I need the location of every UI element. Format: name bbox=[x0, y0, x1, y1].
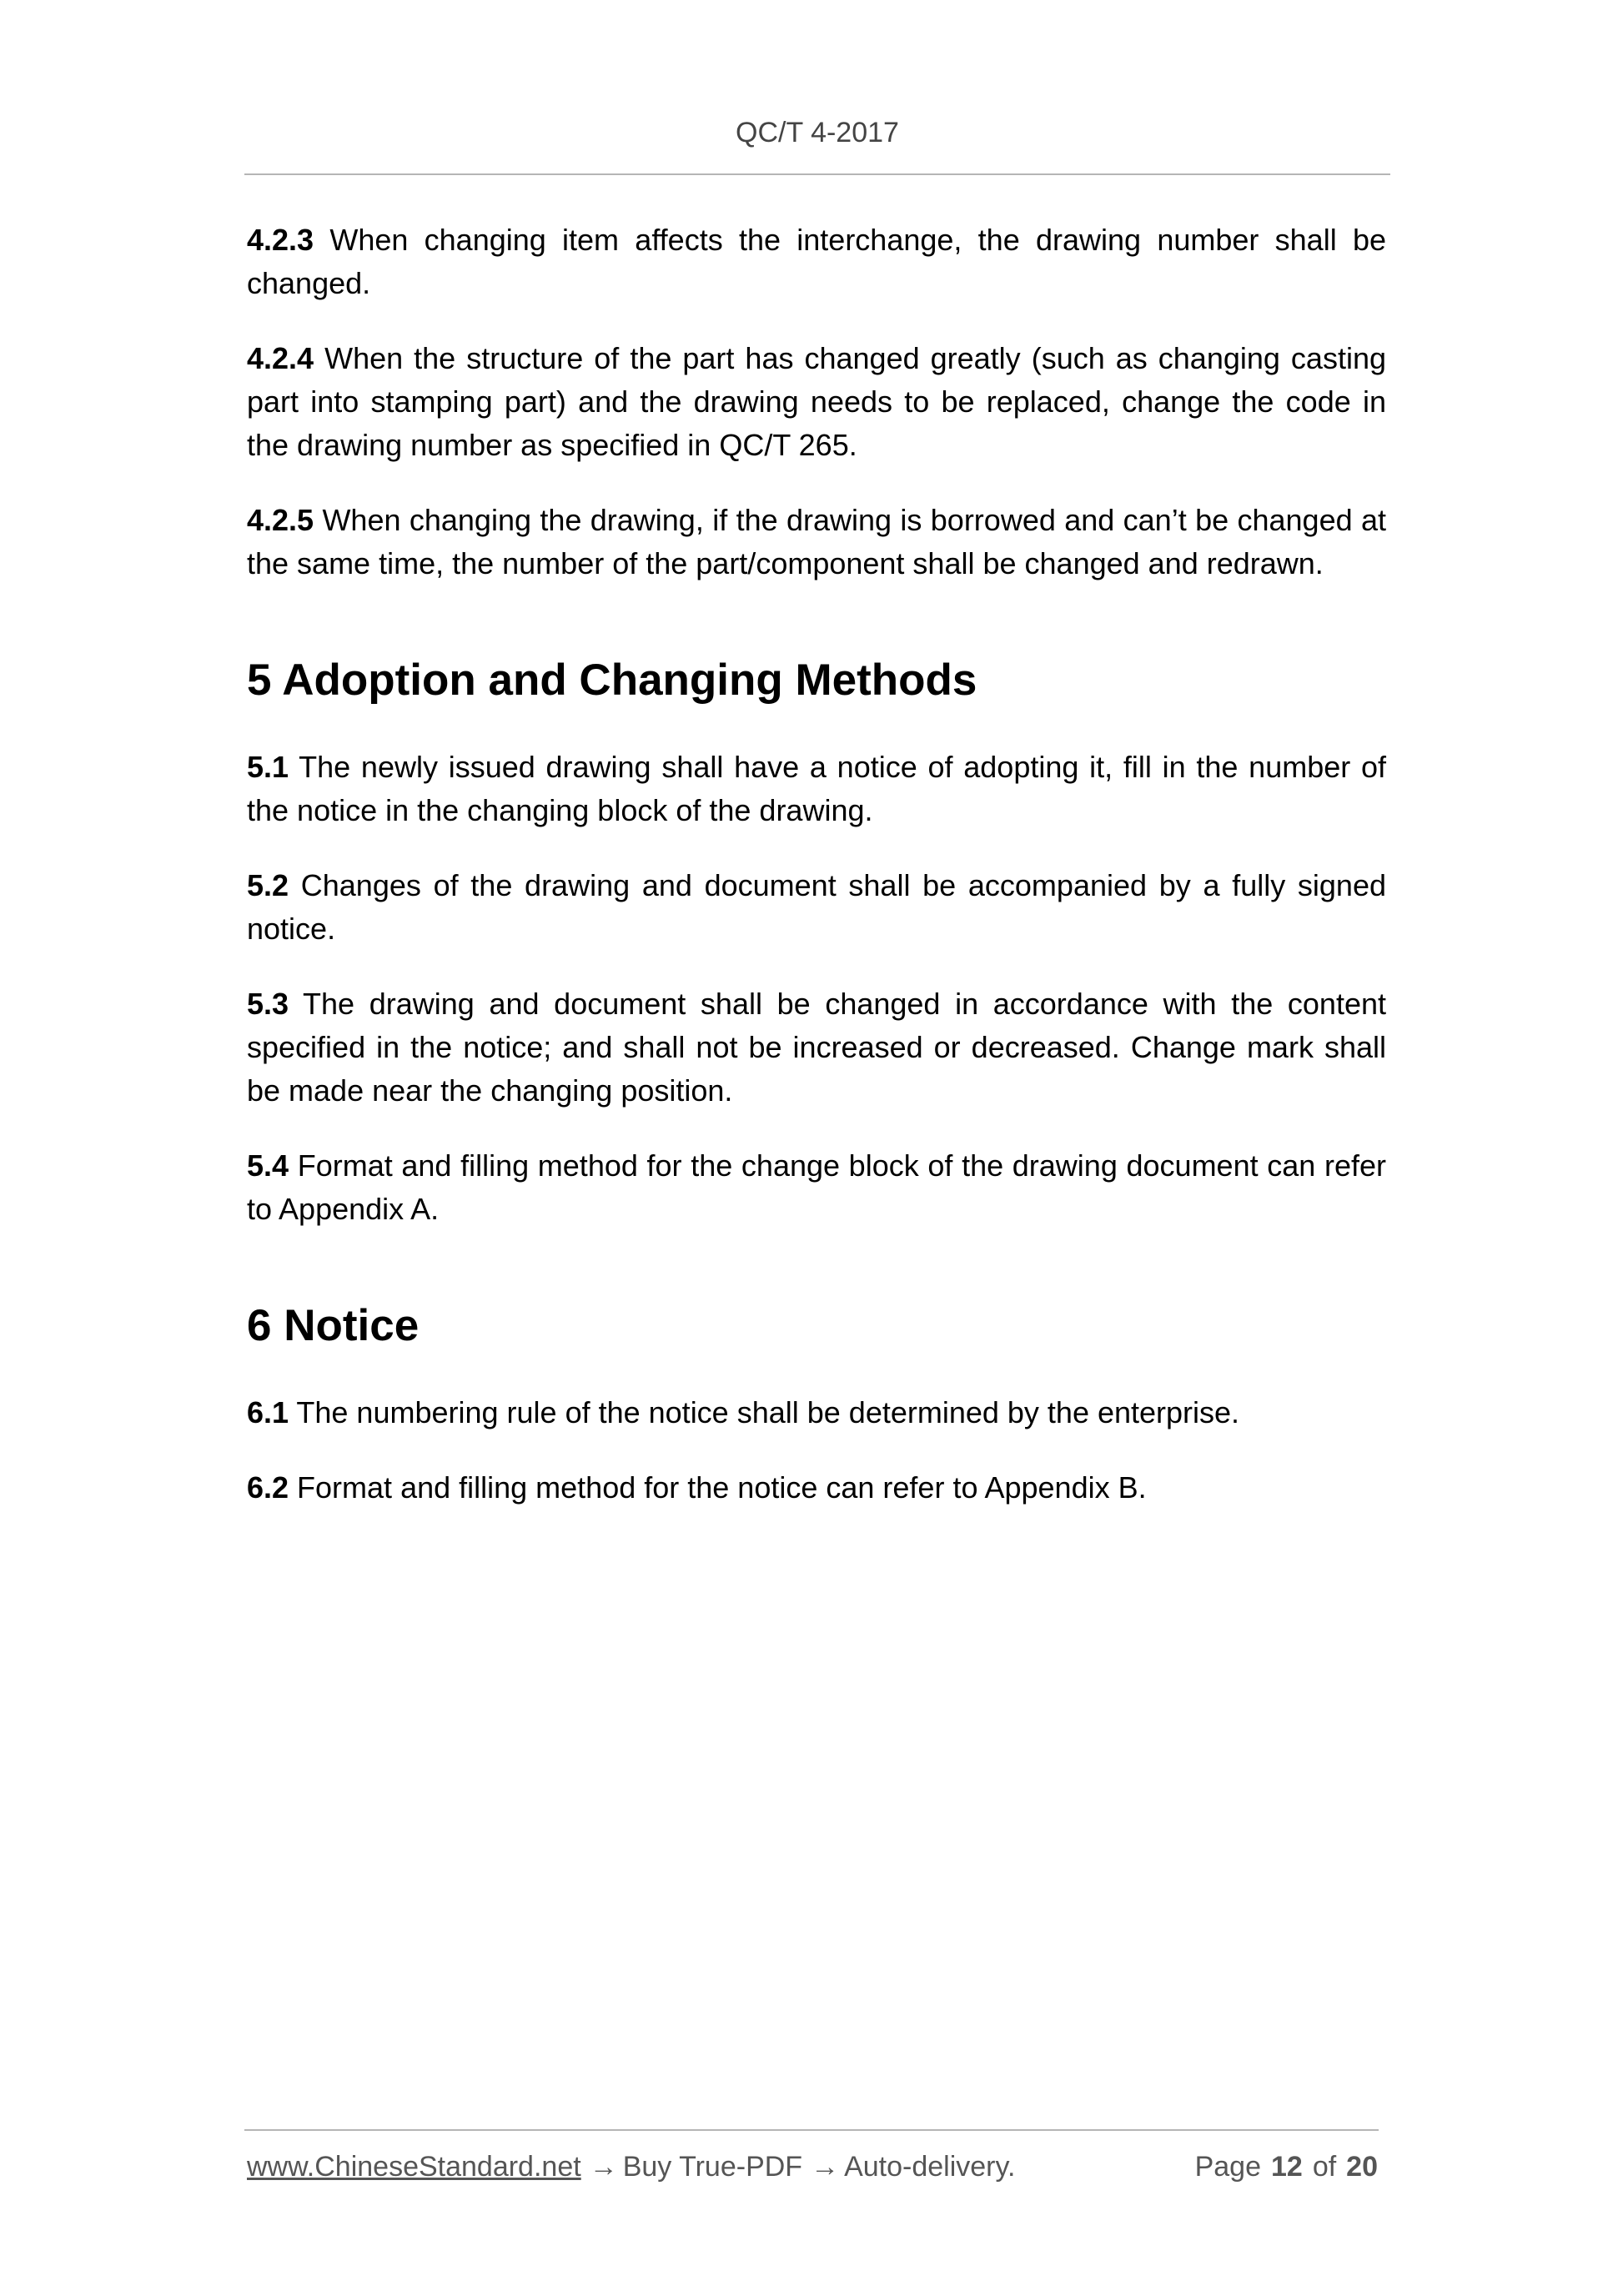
clause-5-4 bbox=[247, 1144, 1386, 1231]
clause-text: The newly issued drawing shall have a notice of adopting it, fill in the number of the notice in the changing block of the drawing. bbox=[247, 750, 1386, 827]
clause-text: The numbering rule of the notice shall be determined by the enterprise. bbox=[289, 1395, 1240, 1429]
clause-number: 5.1 bbox=[247, 750, 289, 784]
clause-4-2-4 bbox=[247, 337, 1386, 467]
page-total: 20 bbox=[1346, 2151, 1378, 2183]
clause-5-3 bbox=[247, 982, 1386, 1113]
arrow-right-icon: → bbox=[589, 2151, 618, 2183]
clause-text: When changing the drawing, if the drawing is borrowed and can’t be changed at the same time, the number of the part/component shall be changed and redrawn. bbox=[247, 503, 1386, 580]
page-label: Page bbox=[1194, 2151, 1261, 2183]
clause-5-1 bbox=[247, 746, 1386, 832]
clause-text: The drawing and document shall be changed in accordance with the content specified in the notice; and shall not be increased or decreased. Change mark shall be made near the changing position. bbox=[247, 987, 1386, 1108]
clause-number: 4.2.4 bbox=[247, 341, 314, 375]
clause-number: 5.3 bbox=[247, 987, 289, 1021]
clause-number: 4.2.3 bbox=[247, 223, 314, 257]
clause-text: Format and filling method for the change block of the drawing document can refer to Appendix A. bbox=[247, 1148, 1386, 1226]
buy-text: Buy True-PDF bbox=[622, 2151, 803, 2183]
clause-text: When changing item affects the interchange, the drawing number shall be changed. bbox=[247, 223, 1386, 300]
arrow-right-icon: → bbox=[811, 2151, 840, 2183]
page-header-title: QC/T 4-2017 bbox=[736, 117, 899, 148]
header-divider bbox=[244, 173, 1390, 175]
page-indicator bbox=[1195, 2151, 1378, 2183]
section-5-heading: 5 Adoption and Changing Methods bbox=[247, 656, 977, 705]
site-link[interactable]: www.ChineseStandard.net bbox=[247, 2151, 581, 2183]
clause-6-2 bbox=[247, 1466, 1386, 1510]
document-body bbox=[247, 219, 1386, 1541]
footer-divider bbox=[244, 2129, 1379, 2131]
clause-5-2 bbox=[247, 864, 1386, 951]
page-footer bbox=[247, 2151, 1378, 2191]
clause-4-2-3 bbox=[247, 219, 1386, 305]
footer-promo bbox=[247, 2151, 1015, 2183]
clause-number: 5.4 bbox=[247, 1148, 289, 1183]
page-number: 12 bbox=[1270, 2151, 1303, 2183]
delivery-text: Auto-delivery. bbox=[844, 2151, 1016, 2183]
clause-number: 5.2 bbox=[247, 868, 289, 902]
clause-text: Changes of the drawing and document shall be accompanied by a fully signed notice. bbox=[247, 868, 1386, 946]
section-6-heading: 6 Notice bbox=[247, 1301, 420, 1350]
clause-6-1 bbox=[247, 1391, 1386, 1434]
clause-number: 6.1 bbox=[247, 1395, 289, 1429]
clause-4-2-5 bbox=[247, 499, 1386, 585]
clause-text: When the structure of the part has changed greatly (such as changing casting part into stamping part) and the drawing needs to be replaced, change the code in the drawing number as specified in QC/T 265. bbox=[247, 341, 1386, 462]
clause-number: 4.2.5 bbox=[247, 503, 314, 537]
of-label: of bbox=[1312, 2151, 1337, 2183]
clause-text: Format and filling method for the notice can refer to Appendix B. bbox=[289, 1470, 1147, 1505]
clause-number: 6.2 bbox=[247, 1470, 289, 1505]
